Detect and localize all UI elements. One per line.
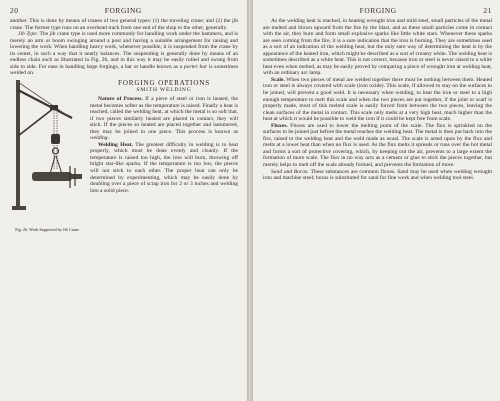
figure-caption: Fig. 26. Work Supported by Jib Crane [15,226,79,232]
paragraph-label: Sand and Borax. [271,168,309,175]
page-header [263,6,492,16]
paragraph-label: Jib Type. [18,31,39,38]
page-number: 21 [483,6,492,15]
jib-crane-illustration [10,78,84,224]
page-header [10,6,238,16]
paragraph: Scale. When two pieces of metal are welded together there must be nothing between them. Heated iron or steel is always covered with scale (iron oxide). This scale, if allowed to stay on the surfaces to be joined, will prevent a good weld. It is necessary when welding, to heat the iron or steel to a high enough temperature to melt this scale and when the two pieces are put together, if the joint or scarf is properly made, most of this melted scale is easily forced from between the two pieces, leaving the clean surfaces of the metal in contact. This scale only melts at a very high heat, much higher than the heat at which it would be possible to weld the iron if it could be kept free from scale. [263,76,492,123]
body-text [10,18,239,232]
body-text [263,18,492,182]
page-number: 20 [10,6,19,15]
paragraph: Nature of Process. If a piece of steel or iron is heated, the metal becomes softer as the temperature is raised. Finally a heat is reached, called the welding heat, at which the metal is so soft that, if two pieces similarly heated are placed in contact, they will stick. If the pieces so heated are placed together and hammered, they may be joined in one piece. This process is known as welding. [90,96,238,142]
right-page [253,0,500,401]
paragraph: Fluxes. Fluxes are used to lower the melting point of the scale. The flux is sprinkled on the surfaces to be joined just before the metal reaches the welding heat. The metal is then put back into the fire, raised to the welding heat and the weld made as usual. The scale is acted upon by the flux and melts at a lower heat than when no flux is used. As the flux melts it spreads or runs over the hot metal and forms a sort of protective covering, which, by keeping out the air, prevents to a large extent the formation of more scale. The flux in no way acts as a cement or glue to stick the pieces together, but merely helps to melt off the scale already formed, and prevents the formation of more. [263,122,493,169]
paragraph: Sand and Borax. These substances are common fluxes. Sand may be used when welding wrought iron and machine steel; borax is substituted for sand for fine work and when welding tool steel. [263,168,492,182]
paragraph: another. This is done by means of cranes of two general types: (1) the traveling crane; and (2) the jib crane. The former type runs on an overhead track from one end of the shop to the other, generally. [10,18,238,31]
section-subtitle: SMITH WELDING [136,87,192,94]
paragraph-label: Welding Heat. [98,141,133,148]
paragraph-label: Scale. [271,76,285,83]
running-head: FORGING [359,6,397,15]
paragraph-label: Fluxes. [271,122,288,129]
running-head: FORGING [104,6,142,15]
section-title: FORGING OPERATIONS [117,78,211,87]
left-page [0,0,247,401]
paragraph: As the welding heat is reached, in heating wrought iron and mild steel, small particles of the metal are melted and blown upward from the fire by the blast, and as these small particles come in contact with the air, they burn and form small explosive sparks like little white stars. Whenever these sparks are seen coming from the fire, it is a sure indication that the iron is burning. They are sometimes used as a sort of an indication of the welding heat, but the only sure way of determining the heat is by the appearance of the heated iron, which might be described as a sort of creamy white. The welding heat is sometimes described as a white heat. This is not correct, because iron or steel is never raised to a white heat even when melted, as may be easily proved by comparing a piece of wrought iron at welding heat, with an ordinary arc lamp. [263,18,492,77]
paragraph-label: Nature of Process. [98,96,143,103]
paragraph: Welding Heat. The greatest difficulty in welding is to heat properly, which must be done evenly and cleanly. If the temperature is raised too high, the iron will burn, throwing off bright star-like sparks. If the temperature is too low, the pieces will not stick to each other. The proper heat can only be determined by experimenting, which may be easily done by doubling over a piece of scrap iron for 2 or 3 inches and welding into a solid piece. [90,141,238,194]
paragraph: Jib Type. The jib crane type is used more commonly for handling work under the hammers, and is merely an arm or boom swinging around a post and having a suitable arrangement for raising and lowering the work. When handling heavy work, whenever possible, it is suspended from the crane by its center, in such a way that it nearly balances. The suspending is generally done by means of an endless chain such as illustrated in Fig. 26, and in this way it may be easily rolled and swung from side to side. For ease in handling large forgings, a bar or handle known as a porter bar is sometimes welded on. [10,31,239,77]
jib-crane-figure [10,78,84,232]
